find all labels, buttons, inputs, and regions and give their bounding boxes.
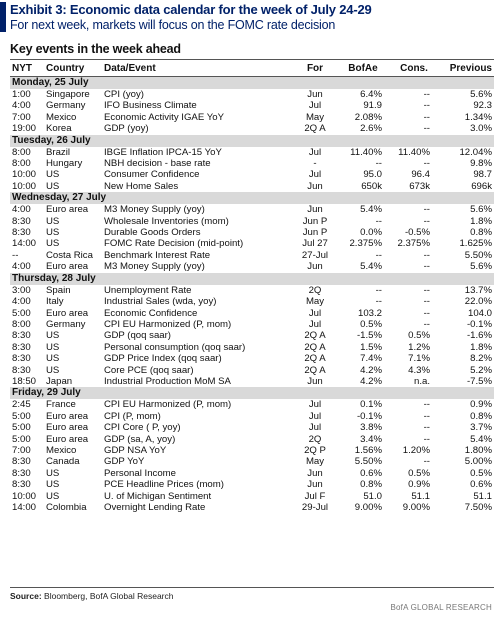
previous-cell: -0.1% — [466, 318, 492, 330]
consensus-cell: -- — [423, 123, 430, 135]
bofae-cell: -0.1% — [356, 410, 382, 422]
bofae-cell: 1.56% — [354, 444, 382, 456]
period-cell: 2Q A — [304, 353, 326, 365]
time-cell: -- — [12, 249, 19, 261]
period-cell: 27-Jul — [301, 249, 329, 261]
bofae-cell: -- — [375, 158, 382, 170]
event-cell: PCE Headline Prices (mom) — [104, 479, 224, 491]
consensus-cell: -- — [423, 410, 430, 422]
time-cell: 8:30 — [12, 330, 31, 342]
section-title: Key events in the week ahead — [10, 42, 181, 56]
time-cell: 18:50 — [12, 375, 37, 387]
bofae-cell: 91.9 — [363, 100, 382, 112]
bofae-cell: 6.4% — [360, 89, 382, 100]
event-cell: Unemployment Rate — [104, 284, 192, 296]
country-cell: US — [46, 364, 60, 376]
country-cell: Euro area — [46, 307, 89, 319]
period-cell: Jul F — [304, 490, 326, 502]
event-cell: Economic Activity IGAE YoY — [104, 111, 224, 123]
table-row — [10, 227, 494, 238]
col-header-nyt: NYT — [10, 62, 44, 77]
previous-cell: 104.0 — [467, 307, 492, 319]
previous-cell: 0.8% — [470, 227, 492, 239]
consensus-cell: -- — [423, 215, 430, 227]
bofae-cell: 95.0 — [363, 169, 382, 181]
period-cell: Jul — [308, 169, 322, 181]
time-cell: 8:30 — [12, 364, 31, 376]
previous-cell: 0.8% — [470, 410, 492, 422]
country-cell: Mexico — [46, 444, 77, 456]
event-cell: Industrial Production MoM SA — [104, 375, 231, 387]
time-cell: 4:00 — [12, 204, 31, 216]
table-row — [10, 181, 494, 192]
calendar-body — [10, 77, 494, 514]
country-cell: Euro area — [46, 410, 89, 422]
period-cell: Jun P — [302, 227, 328, 239]
previous-cell: 0.5% — [470, 467, 492, 479]
bofae-cell: 650k — [361, 180, 382, 192]
time-cell: 5:00 — [12, 307, 31, 319]
previous-cell: 5.50% — [464, 249, 492, 261]
time-cell: 10:00 — [12, 169, 37, 181]
event-cell: CPI (P, mom) — [104, 410, 161, 422]
bofae-cell: 4.2% — [360, 375, 382, 387]
event-cell: U. of Michigan Sentiment — [104, 490, 212, 502]
table-row — [10, 238, 494, 249]
previous-cell: 13.7% — [464, 284, 492, 296]
bofae-cell: -- — [375, 249, 382, 261]
period-cell: Jun — [307, 180, 323, 192]
table-row — [10, 468, 494, 479]
event-cell: Consumer Confidence — [104, 169, 200, 181]
period-cell: Jul — [308, 422, 322, 434]
time-cell: 3:00 — [12, 284, 31, 296]
event-cell: CPI EU Harmonized (P, mom) — [104, 399, 232, 411]
country-cell: US — [46, 341, 60, 353]
time-cell: 8:00 — [12, 146, 31, 158]
period-cell: 2Q A — [304, 123, 326, 135]
event-cell: Economic Confidence — [104, 307, 198, 319]
day-header-row — [10, 135, 494, 147]
bofae-cell: -- — [375, 296, 382, 308]
bofae-cell: 0.0% — [360, 227, 382, 239]
col-header-bofae: BofAe — [336, 62, 390, 77]
period-cell: 2Q A — [304, 364, 326, 376]
period-cell: Jun — [307, 261, 323, 273]
time-cell: 19:00 — [12, 123, 37, 135]
time-cell: 8:30 — [12, 353, 31, 365]
consensus-cell: 0.9% — [408, 479, 430, 491]
table-row — [10, 204, 494, 215]
country-cell: Germany — [46, 100, 86, 112]
table-row — [10, 330, 494, 341]
event-cell: CPI (yoy) — [104, 89, 144, 100]
table-row — [10, 376, 494, 387]
country-cell: Colombia — [46, 502, 87, 513]
source-note — [10, 591, 174, 601]
previous-cell: -7.5% — [466, 375, 492, 387]
time-cell: 1:00 — [12, 89, 31, 100]
previous-cell: 5.2% — [470, 364, 492, 376]
period-cell: Jul — [308, 307, 322, 319]
bofae-cell: 5.4% — [360, 204, 382, 216]
period-cell: 2Q A — [304, 330, 326, 342]
previous-cell: 1.625% — [459, 238, 492, 250]
country-cell: US — [46, 467, 60, 479]
consensus-cell: n.a. — [413, 375, 430, 387]
previous-cell: 1.8% — [470, 215, 492, 227]
consensus-cell: 11.40% — [398, 146, 430, 158]
table-header-row — [10, 62, 494, 77]
previous-cell: 98.7 — [473, 169, 492, 181]
period-cell: Jun — [307, 479, 323, 491]
brand-footer: BofA GLOBAL RESEARCH — [390, 603, 492, 612]
table-row — [10, 491, 494, 502]
country-cell: US — [46, 215, 60, 227]
consensus-cell: 0.5% — [408, 330, 430, 342]
bofae-cell: -1.5% — [356, 330, 382, 342]
bofae-cell: 3.8% — [360, 422, 382, 434]
country-cell: Spain — [46, 284, 71, 296]
country-cell: US — [46, 490, 60, 502]
previous-cell: 1.8% — [470, 341, 492, 353]
period-cell: May — [305, 456, 325, 468]
bofae-cell: 7.4% — [360, 353, 382, 365]
table-row — [10, 319, 494, 330]
event-cell: GDP (sa, A, yoy) — [104, 433, 176, 445]
country-cell: Euro area — [46, 261, 89, 273]
table-row — [10, 250, 494, 261]
table-row — [10, 445, 494, 456]
event-cell: IFO Business Climate — [104, 100, 197, 112]
time-cell: 5:00 — [12, 433, 31, 445]
period-cell: 2Q — [308, 284, 322, 296]
table-row — [10, 399, 494, 410]
table-row — [10, 456, 494, 467]
table-row — [10, 123, 494, 134]
time-cell: 2:45 — [12, 399, 31, 411]
table-row — [10, 342, 494, 353]
table-row — [10, 479, 494, 490]
consensus-cell: -0.5% — [404, 227, 430, 239]
country-cell: Costa Rica — [46, 249, 93, 261]
previous-cell: 12.04% — [459, 146, 492, 158]
consensus-cell: 7.1% — [408, 353, 430, 365]
consensus-cell: -- — [423, 158, 430, 170]
period-cell: Jun — [307, 204, 323, 216]
table-row — [10, 296, 494, 307]
time-cell: 4:00 — [12, 100, 31, 112]
previous-cell: 696k — [471, 180, 492, 192]
period-cell: Jun — [307, 375, 323, 387]
time-cell: 8:00 — [12, 158, 31, 170]
bofae-cell: 0.5% — [360, 318, 382, 330]
country-cell: US — [46, 330, 60, 342]
event-cell: IBGE Inflation IPCA-15 YoY — [104, 146, 222, 158]
period-cell: May — [305, 296, 325, 308]
event-cell: New Home Sales — [104, 180, 179, 192]
consensus-cell: -- — [423, 100, 430, 112]
bofae-cell: 2.08% — [354, 111, 382, 123]
consensus-cell: -- — [423, 456, 430, 468]
country-cell: Mexico — [46, 111, 77, 123]
consensus-cell: 1.20% — [402, 444, 430, 456]
country-cell: Hungary — [46, 158, 83, 170]
event-cell: Personal Income — [104, 467, 176, 479]
previous-cell: 5.6% — [470, 261, 492, 273]
day-label: Tuesday, 26 July — [10, 135, 494, 147]
time-cell: 8:30 — [12, 479, 31, 491]
period-cell: Jul — [308, 100, 322, 112]
table-row — [10, 112, 494, 123]
event-cell: Personal consumption (qoq saar) — [104, 341, 246, 353]
day-label: Friday, 29 July — [10, 387, 494, 399]
table-row — [10, 422, 494, 433]
time-cell: 8:30 — [12, 227, 31, 239]
period-cell: 29-Jul — [301, 502, 329, 513]
exhibit-title: Exhibit 3: Economic data calendar for the week of July 24-29 — [10, 2, 372, 17]
country-cell: Japan — [46, 375, 73, 387]
bofae-cell: 11.40% — [350, 146, 382, 158]
consensus-cell: 96.4 — [411, 169, 430, 181]
country-cell: Brazil — [46, 146, 70, 158]
consensus-cell: -- — [423, 296, 430, 308]
country-cell: Euro area — [46, 204, 89, 216]
event-cell: CPI EU Harmonized (P, mom) — [104, 318, 232, 330]
country-cell: US — [46, 238, 60, 250]
country-cell: US — [46, 180, 60, 192]
country-cell: Euro area — [46, 433, 89, 445]
table-row — [10, 365, 494, 376]
period-cell: May — [305, 111, 325, 123]
col-header-country: Country — [44, 62, 102, 77]
table-row — [10, 308, 494, 319]
event-cell: CPI Core ( P, yoy) — [104, 422, 181, 434]
table-row — [10, 434, 494, 445]
country-cell: US — [46, 169, 60, 181]
previous-cell: 5.6% — [470, 89, 492, 100]
event-cell: Benchmark Interest Rate — [104, 249, 211, 261]
period-cell: Jul — [308, 146, 322, 158]
col-header-for: For — [294, 62, 336, 77]
country-cell: France — [46, 399, 76, 411]
previous-cell: 1.80% — [464, 444, 492, 456]
col-header-previous: Previous — [438, 62, 494, 77]
consensus-cell: -- — [423, 307, 430, 319]
event-cell: M3 Money Supply (yoy) — [104, 204, 205, 216]
source-text: Bloomberg, BofA Global Research — [44, 591, 174, 601]
bofae-cell: 3.4% — [360, 433, 382, 445]
table-row — [10, 147, 494, 158]
event-cell: GDP NSA YoY — [104, 444, 167, 456]
time-cell: 4:00 — [12, 296, 31, 308]
day-label: Monday, 25 July — [10, 77, 494, 90]
time-cell: 8:30 — [12, 467, 31, 479]
bofae-cell: 2.6% — [360, 123, 382, 135]
period-cell: Jul — [308, 410, 322, 422]
time-cell: 5:00 — [12, 422, 31, 434]
calendar-table — [10, 62, 494, 513]
top-rule — [10, 59, 494, 60]
table-row — [10, 216, 494, 227]
bofae-cell: 103.2 — [357, 307, 382, 319]
table-row — [10, 100, 494, 111]
consensus-cell: -- — [423, 111, 430, 123]
bofae-cell: 51.0 — [363, 490, 382, 502]
country-cell: Italy — [46, 296, 64, 308]
previous-cell: 0.6% — [470, 479, 492, 491]
bofae-cell: 0.8% — [360, 479, 382, 491]
consensus-cell: -- — [423, 284, 430, 296]
country-cell: US — [46, 479, 60, 491]
period-cell: Jun — [307, 467, 323, 479]
col-header-cons: Cons. — [390, 62, 438, 77]
event-cell: Durable Goods Orders — [104, 227, 201, 239]
country-cell: Korea — [46, 123, 72, 135]
consensus-cell: -- — [423, 399, 430, 411]
previous-cell: -1.6% — [466, 330, 492, 342]
period-cell: Jul 27 — [302, 238, 328, 250]
day-label: Thursday, 28 July — [10, 273, 494, 285]
previous-cell: 1.34% — [464, 111, 492, 123]
table-row — [10, 89, 494, 100]
period-cell: - — [313, 158, 317, 170]
time-cell: 14:00 — [12, 238, 37, 250]
bofae-cell: 0.1% — [360, 399, 382, 411]
exhibit-subtitle: For next week, markets will focus on the FOMC rate decision — [10, 18, 336, 32]
day-header-row — [10, 387, 494, 399]
time-cell: 7:00 — [12, 444, 31, 456]
event-cell: GDP (qoq saar) — [104, 330, 172, 342]
consensus-cell: 4.3% — [408, 364, 430, 376]
previous-cell: 0.9% — [470, 399, 492, 411]
event-cell: M3 Money Supply (yoy) — [104, 261, 205, 273]
bofae-cell: 4.2% — [360, 364, 382, 376]
time-cell: 8:30 — [12, 215, 31, 227]
table-row — [10, 158, 494, 169]
table-row — [10, 353, 494, 364]
time-cell: 10:00 — [12, 180, 37, 192]
country-cell: Singapore — [46, 89, 90, 100]
previous-cell: 51.1 — [473, 490, 492, 502]
previous-cell: 5.4% — [470, 433, 492, 445]
bofae-cell: -- — [375, 215, 382, 227]
event-cell: Wholesale Inventories (mom) — [104, 215, 229, 227]
bofae-cell: 5.50% — [354, 456, 382, 468]
consensus-cell: -- — [423, 204, 430, 216]
event-cell: Core PCE (qoq saar) — [104, 364, 194, 376]
event-cell: Industrial Sales (wda, yoy) — [104, 296, 217, 308]
event-cell: NBH decision - base rate — [104, 158, 211, 170]
col-header-event: Data/Event — [102, 62, 294, 77]
time-cell: 10:00 — [12, 490, 37, 502]
event-cell: Overnight Lending Rate — [104, 502, 206, 513]
period-cell: Jun P — [302, 215, 328, 227]
time-cell: 14:00 — [12, 502, 37, 513]
table-row — [10, 502, 494, 513]
table-row — [10, 285, 494, 296]
time-cell: 8:00 — [12, 318, 31, 330]
period-cell: 2Q A — [304, 341, 326, 353]
event-cell: GDP Price Index (qoq saar) — [104, 353, 222, 365]
day-header-row — [10, 192, 494, 204]
event-cell: GDP (yoy) — [104, 123, 149, 135]
day-header-row — [10, 273, 494, 285]
day-header-row — [10, 77, 494, 90]
source-label: Source: — [10, 591, 42, 601]
previous-cell: 3.0% — [470, 123, 492, 135]
country-cell: US — [46, 353, 60, 365]
event-cell: FOMC Rate Decision (mid-point) — [104, 238, 244, 250]
event-cell: GDP YoY — [104, 456, 145, 468]
consensus-cell: -- — [423, 433, 430, 445]
country-cell: Canada — [46, 456, 80, 468]
consensus-cell: 9.00% — [402, 502, 430, 513]
time-cell: 5:00 — [12, 410, 31, 422]
consensus-cell: 2.375% — [397, 238, 430, 250]
day-label: Wednesday, 27 July — [10, 192, 494, 204]
time-cell: 8:30 — [12, 456, 31, 468]
period-cell: 2Q P — [304, 444, 326, 456]
consensus-cell: 0.5% — [408, 467, 430, 479]
consensus-cell: 1.2% — [408, 341, 430, 353]
table-row — [10, 169, 494, 180]
consensus-cell: 51.1 — [411, 490, 430, 502]
consensus-cell: 673k — [409, 180, 430, 192]
previous-cell: 5.6% — [470, 204, 492, 216]
period-cell: 2Q — [308, 433, 322, 445]
previous-cell: 92.3 — [473, 100, 492, 112]
title-accent-bar — [0, 2, 6, 32]
consensus-cell: -- — [423, 249, 430, 261]
country-cell: US — [46, 227, 60, 239]
previous-cell: 22.0% — [464, 296, 492, 308]
previous-cell: 9.8% — [470, 158, 492, 170]
previous-cell: 7.50% — [464, 502, 492, 513]
table-row — [10, 411, 494, 422]
bottom-rule — [10, 587, 494, 588]
time-cell: 7:00 — [12, 111, 31, 123]
period-cell: Jul — [308, 318, 322, 330]
country-cell: Germany — [46, 318, 86, 330]
bofae-cell: -- — [375, 284, 382, 296]
bofae-cell: 1.5% — [360, 341, 382, 353]
previous-cell: 8.2% — [470, 353, 492, 365]
bofae-cell: 2.375% — [349, 238, 382, 250]
previous-cell: 3.7% — [470, 422, 492, 434]
time-cell: 8:30 — [12, 341, 31, 353]
country-cell: Euro area — [46, 422, 89, 434]
previous-cell: 5.00% — [464, 456, 492, 468]
consensus-cell: -- — [423, 261, 430, 273]
bofae-cell: 0.6% — [360, 467, 382, 479]
bofae-cell: 5.4% — [360, 261, 382, 273]
table-row — [10, 261, 494, 272]
time-cell: 4:00 — [12, 261, 31, 273]
period-cell: Jul — [308, 399, 322, 411]
consensus-cell: -- — [423, 422, 430, 434]
period-cell: Jun — [307, 89, 323, 100]
consensus-cell: -- — [423, 89, 430, 100]
bofae-cell: 9.00% — [354, 502, 382, 513]
consensus-cell: -- — [423, 318, 430, 330]
